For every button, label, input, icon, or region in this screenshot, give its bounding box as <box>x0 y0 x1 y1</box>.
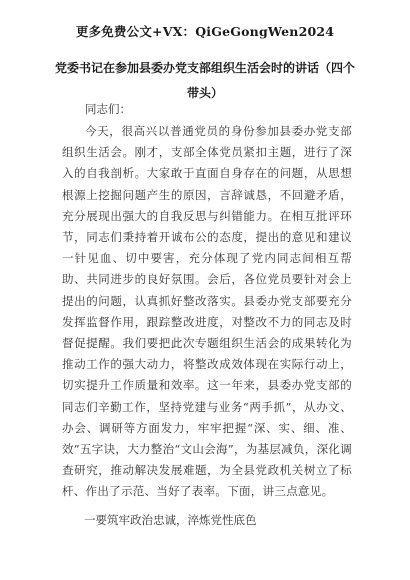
salutation: 同志们： <box>85 102 131 116</box>
section-heading: 一要筑牢政治忠诚，淬炼党性底色 <box>84 513 257 527</box>
document-title: 党委书记在参加县委办党支部组织生活会时的讲话（四个带头） <box>54 61 355 100</box>
watermark-header: 更多免费公文+VX：QiGeGongWen2024 <box>75 24 335 39</box>
body-paragraph: 今天，很高兴以普通党员的身份参加县委办党支部组织生活会。刚才，支部全体党员紧扣主题，进行了深入的自我剖析。大家敢于直面自身存在的问题，从思想根源上挖掘问题产生的原因，言辞诚恳，不回避矛盾，充分展现出强大的自我反思与纠错能力。在相互批评环节，同志们秉持着开诚布公的态度，提出的意见和建议一针见血、切中要害，充分体现了党内同志间相互帮助、共同进步的良好氛围。会后，各位党员要针对会上提出的问题，认真抓好整改落实。县委办党支部要充分发挥监督作用，跟踪整改进度，对整改不力的同志及时督促提醒。我们要把此次专题组织生活会的成果转化为推动工作的强大动力，将整改成效体现在实际行动上，切实提升工作质量和效率。这一年来，县委办党支部的同志们辛勤工作，坚持党建与业务“两手抓”，从办文、办会、调研等方面发力，牢牢把握“深、实、细、准、效”五字诀，大力整治“文山会海”，为基层减负，深化调查研究，推动解决发展难题，为全县党政机关树立了标杆、作出了示范、当好了表率。下面，讲三点意见。 <box>62 124 352 499</box>
